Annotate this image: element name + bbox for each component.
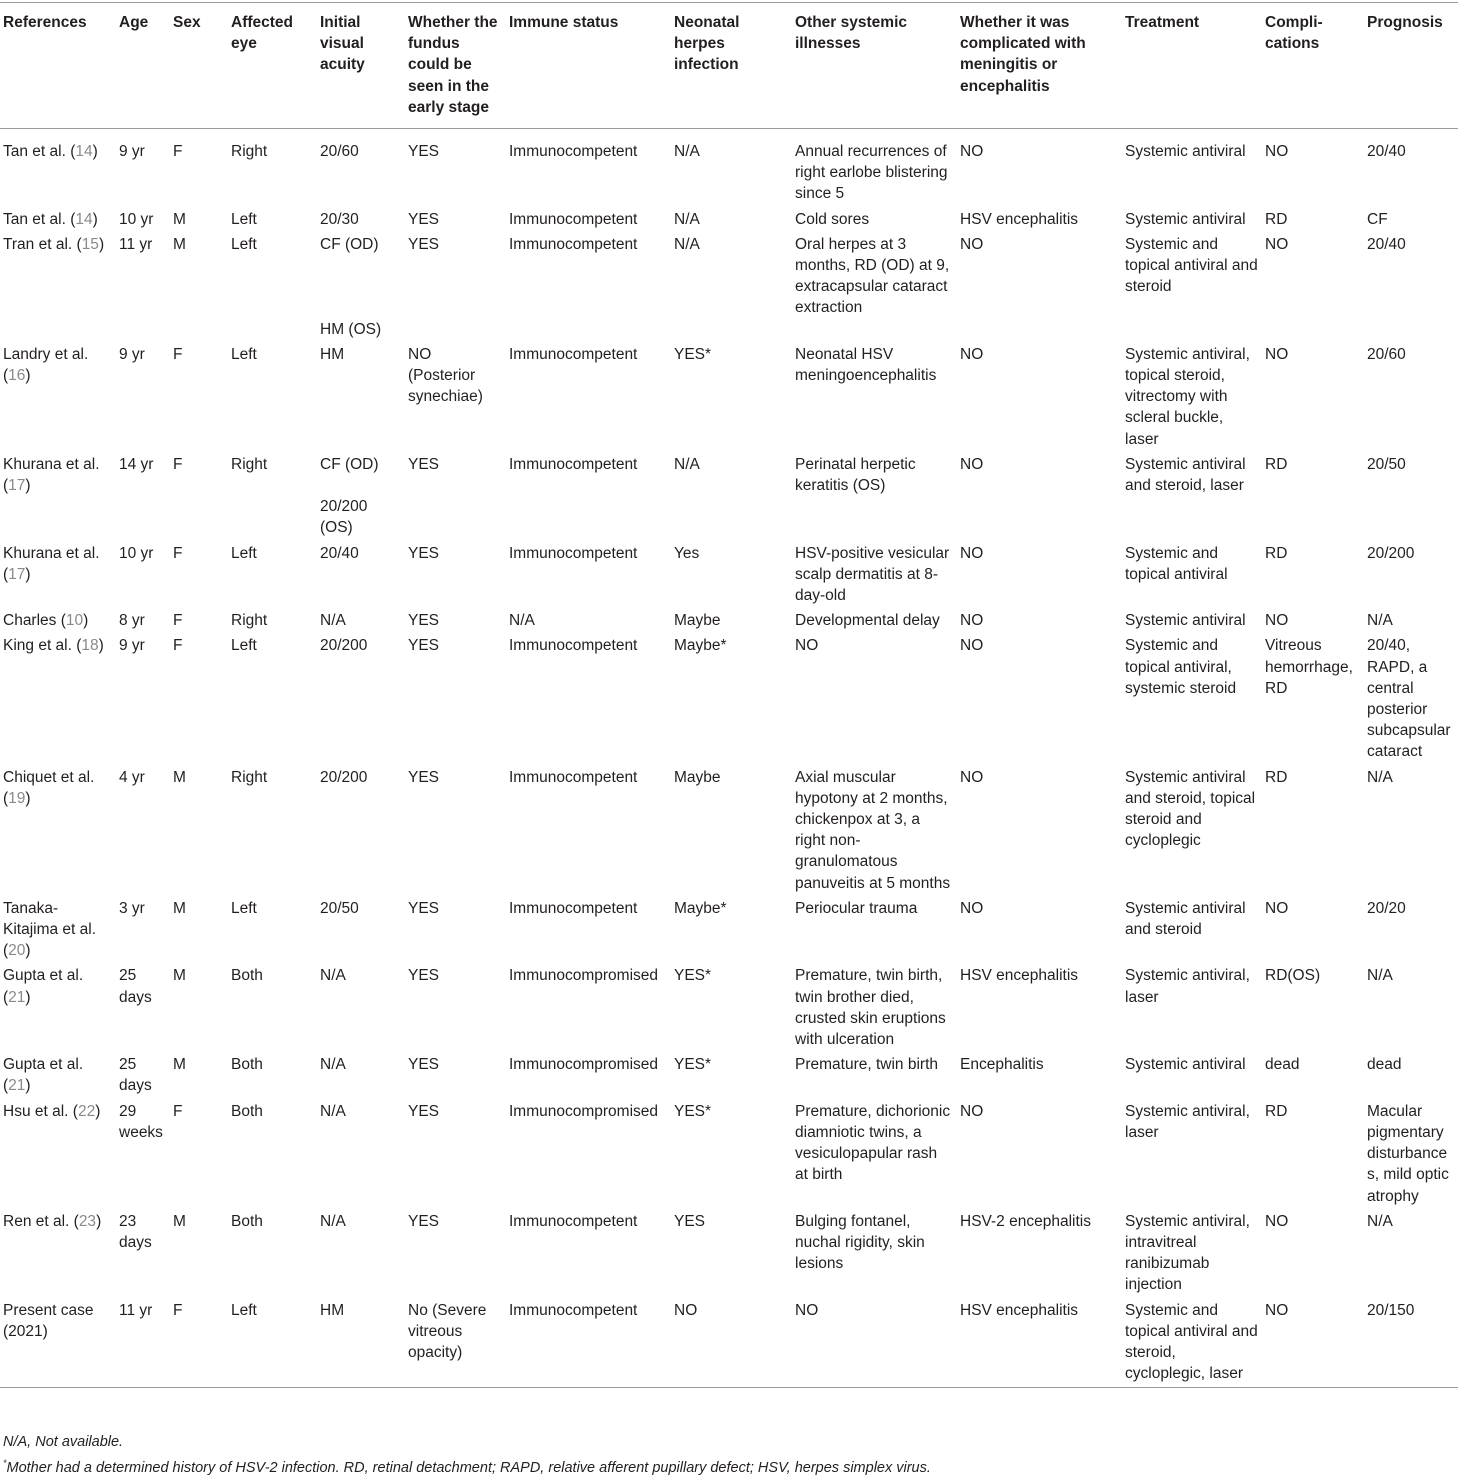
neonatal-herpes-cell: Maybe* — [674, 637, 727, 655]
reference-number: 15 — [81, 235, 99, 253]
immune-status-cell: N/A — [509, 612, 535, 630]
visual-acuity-value: 20/30 — [320, 210, 359, 228]
reference-close: ) — [25, 1077, 31, 1095]
table-row — [0, 766, 1458, 897]
reference-cell — [0, 1210, 116, 1299]
reference-close: ) — [25, 477, 31, 495]
visual-acuity-value: CF (OD) — [320, 455, 379, 473]
reference-number: 20 — [8, 942, 26, 960]
complications-cell: RD — [1265, 768, 1288, 786]
prognosis-cell: 20/150 — [1367, 1301, 1415, 1319]
fundus-cell: YES — [408, 143, 440, 161]
visual-acuity-cell — [317, 1299, 405, 1388]
header-initial-visual-acuity: Initial visual acuity — [320, 14, 365, 74]
sex-cell: M — [173, 210, 186, 228]
other-illnesses-cell: NO — [795, 637, 819, 655]
complications-cell: RD — [1265, 1102, 1288, 1120]
complications-cell: NO — [1265, 1212, 1289, 1230]
reference-number: 21 — [8, 1077, 26, 1095]
treatment-cell: Systemic antiviral and steroid, laser — [1125, 455, 1246, 495]
affected-eye-cell: Right — [231, 143, 268, 161]
other-illnesses-cell: NO — [795, 1301, 819, 1319]
reference-cell — [0, 766, 116, 897]
table-row — [0, 1100, 1458, 1210]
neonatal-herpes-cell: YES — [674, 1212, 706, 1230]
reference-text: Tan et al. ( — [3, 210, 76, 228]
immune-status-cell: Immunocompetent — [509, 455, 638, 473]
other-illnesses-cell: Premature, twin birth, twin brother died, crusted skin eruptions with ulceration — [795, 967, 946, 1049]
complications-cell: NO — [1265, 899, 1289, 917]
fundus-cell: YES — [408, 455, 440, 473]
prognosis-cell: Macular pigmentary disturbances, mild optic atrophy — [1367, 1102, 1449, 1205]
reference-text: Tanaka-Kitajima et al. ( — [3, 899, 97, 960]
sex-cell: F — [173, 345, 183, 363]
neonatal-herpes-cell: N/A — [674, 235, 700, 253]
treatment-cell: Systemic and topical antiviral — [1125, 544, 1228, 583]
header-affected-eye: Affected eye — [231, 14, 294, 53]
affected-eye-cell: Left — [231, 235, 257, 253]
fundus-cell: No (Severe vitreous opacity) — [408, 1301, 487, 1361]
other-illnesses-cell: Axial muscular hypotony at 2 months, chickenpox at 3, a right non-granulomatous panuveitis at 5 months — [795, 768, 951, 892]
sex-cell: F — [173, 637, 183, 655]
visual-acuity-second-eye: 20/200 (OS) — [320, 498, 368, 537]
meningitis-cell: NO — [960, 235, 984, 253]
immune-status-cell: Immunocompetent — [509, 210, 638, 228]
age-cell: 11 yr — [119, 1301, 153, 1319]
visual-acuity-cell — [317, 1210, 405, 1299]
reference-close: ) — [95, 1102, 101, 1120]
neonatal-herpes-cell: N/A — [674, 143, 700, 161]
table-row — [0, 208, 1458, 233]
reference-text: King et al. ( — [3, 637, 82, 655]
meningitis-cell: NO — [960, 612, 984, 630]
age-cell: 11 yr — [119, 235, 153, 253]
meningitis-cell: HSV-2 encephalitis — [960, 1212, 1091, 1230]
reference-cell — [0, 609, 116, 634]
sex-cell: M — [173, 1056, 186, 1074]
fundus-cell: YES — [408, 544, 440, 562]
complications-cell: RD — [1265, 455, 1288, 473]
fundus-cell: YES — [408, 1212, 440, 1230]
table-row — [0, 343, 1458, 453]
affected-eye-cell: Both — [231, 1056, 263, 1074]
visual-acuity-value: N/A — [320, 1102, 346, 1120]
reference-close: ) — [25, 789, 31, 807]
visual-acuity-cell — [317, 542, 405, 610]
complications-cell: dead — [1265, 1056, 1300, 1074]
table-row — [0, 129, 1458, 208]
other-illnesses-cell: Annual recurrences of right earlobe blistering since 5 — [795, 143, 948, 203]
other-illnesses-cell: Oral herpes at 3 months, RD (OD) at 9, extracapsular cataract extraction — [795, 235, 950, 317]
sex-cell: F — [173, 1301, 183, 1319]
table-row — [0, 453, 1458, 542]
reference-close: ) — [96, 1212, 102, 1230]
affected-eye-cell: Left — [231, 210, 257, 228]
treatment-cell: Systemic antiviral, intravitreal ranibizumab injection — [1125, 1212, 1250, 1294]
visual-acuity-cell — [317, 766, 405, 897]
meningitis-cell: NO — [960, 768, 984, 786]
visual-acuity-value: HM — [320, 345, 345, 363]
fundus-cell: NO (Posterior synechiae) — [408, 345, 483, 406]
sex-cell: F — [173, 455, 183, 473]
reference-text: Tran et al. ( — [3, 235, 82, 253]
meningitis-cell: HSV encephalitis — [960, 210, 1079, 228]
neonatal-herpes-cell: YES* — [674, 1056, 712, 1074]
prognosis-cell: N/A — [1367, 612, 1393, 630]
sex-cell: F — [173, 544, 183, 562]
visual-acuity-value: 20/40 — [320, 544, 359, 562]
meningitis-cell: HSV encephalitis — [960, 1301, 1079, 1319]
age-cell: 3 yr — [119, 899, 145, 917]
neonatal-herpes-cell: YES* — [674, 967, 712, 985]
sex-cell: F — [173, 143, 183, 161]
visual-acuity-value: N/A — [320, 1212, 346, 1230]
age-cell: 8 yr — [119, 612, 145, 630]
reference-number: 22 — [77, 1102, 96, 1120]
visual-acuity-cell — [317, 1053, 405, 1099]
prognosis-cell: N/A — [1367, 967, 1393, 985]
fundus-cell: YES — [408, 1102, 440, 1120]
reference-text: Tan et al. ( — [3, 143, 76, 161]
treatment-cell: Systemic antiviral — [1125, 210, 1246, 228]
immune-status-cell: Immunocompetent — [509, 235, 638, 253]
treatment-cell: Systemic and topical antiviral, systemic steroid — [1125, 637, 1237, 697]
visual-acuity-value: N/A — [320, 967, 346, 985]
reference-cell — [0, 453, 116, 542]
age-cell: 10 yr — [119, 544, 154, 562]
immune-status-cell: Immunocompromised — [509, 1056, 659, 1074]
header-meningitis-encephalitis: Whether it was complicated with meningitis or encephalitis — [960, 14, 1086, 95]
prognosis-cell: 20/20 — [1367, 899, 1406, 917]
reference-text: Chiquet et al. ( — [3, 768, 95, 807]
reference-cell — [0, 1299, 116, 1388]
header-immune-status: Immune status — [509, 14, 619, 31]
immune-status-cell: Immunocompetent — [509, 899, 638, 917]
footnote-marker: * — [3, 1458, 7, 1468]
visual-acuity-value: CF (OD) — [320, 235, 379, 253]
other-illnesses-cell: Bulging fontanel, nuchal rigidity, skin lesions — [795, 1212, 925, 1273]
immune-status-cell: Immunocompetent — [509, 544, 638, 562]
visual-acuity-cell — [317, 208, 405, 233]
neonatal-herpes-cell: NO — [674, 1301, 698, 1319]
reference-text: Charles ( — [3, 612, 66, 630]
meningitis-cell: NO — [960, 544, 984, 562]
header-prognosis: Prognosis — [1367, 14, 1443, 31]
age-cell: 25 days — [119, 1056, 152, 1095]
fundus-cell: YES — [408, 899, 440, 917]
fundus-cell: YES — [408, 1056, 440, 1074]
age-cell: 9 yr — [119, 345, 145, 363]
header-neonatal-herpes: Neonatal herpes infection — [674, 14, 740, 74]
prognosis-cell: 20/40 — [1367, 143, 1406, 161]
table-row — [0, 609, 1458, 634]
neonatal-herpes-cell: YES* — [674, 1102, 712, 1120]
visual-acuity-value: N/A — [320, 1056, 346, 1074]
treatment-cell: Systemic antiviral — [1125, 143, 1246, 161]
fundus-cell: YES — [408, 235, 440, 253]
age-cell: 29 weeks — [119, 1102, 163, 1141]
visual-acuity-cell — [317, 453, 405, 542]
immune-status-cell: Immunocompetent — [509, 345, 638, 363]
meningitis-cell: NO — [960, 1102, 984, 1120]
reference-cell — [0, 1053, 116, 1099]
reference-close: ) — [98, 637, 104, 655]
other-illnesses-cell: HSV-positive vesicular scalp dermatitis at 8-day-old — [795, 544, 950, 605]
immune-status-cell: Immunocompetent — [509, 1212, 638, 1230]
reference-text: Hsu et al. ( — [3, 1102, 78, 1120]
reference-cell — [0, 1100, 116, 1210]
neonatal-herpes-cell: Maybe — [674, 612, 721, 630]
treatment-cell: Systemic antiviral, laser — [1125, 967, 1250, 1006]
visual-acuity-cell — [317, 634, 405, 765]
neonatal-herpes-cell: N/A — [674, 210, 700, 228]
visual-acuity-cell — [317, 129, 405, 208]
visual-acuity-value: 20/60 — [320, 143, 359, 161]
meningitis-cell: NO — [960, 345, 984, 363]
visual-acuity-value: 20/200 — [320, 768, 368, 786]
affected-eye-cell: Left — [231, 544, 257, 562]
visual-acuity-value: N/A — [320, 612, 346, 630]
neonatal-herpes-cell: Yes — [674, 544, 700, 562]
reference-number: 18 — [81, 637, 99, 655]
treatment-cell: Systemic antiviral — [1125, 612, 1246, 630]
age-cell: 9 yr — [119, 143, 145, 161]
neonatal-herpes-cell: N/A — [674, 455, 700, 473]
affected-eye-cell: Right — [231, 612, 268, 630]
age-cell: 10 yr — [119, 210, 154, 228]
reference-number: 14 — [75, 210, 93, 228]
fundus-cell: YES — [408, 612, 440, 630]
header-other-illnesses: Other systemic illnesses — [795, 14, 907, 53]
prognosis-cell: 20/60 — [1367, 345, 1406, 363]
reference-cell — [0, 634, 116, 765]
age-cell: 14 yr — [119, 455, 154, 473]
sex-cell: M — [173, 768, 186, 786]
complications-cell: NO — [1265, 345, 1289, 363]
reference-number: 10 — [65, 612, 84, 630]
immune-status-cell: Immunocompromised — [509, 967, 659, 985]
table-row — [0, 542, 1458, 610]
reference-text: Present case (2021) — [3, 1301, 94, 1340]
header-complications: Compli-cations — [1265, 14, 1323, 53]
reference-text: Gupta et al. ( — [3, 967, 84, 1006]
neonatal-herpes-cell: Maybe* — [674, 899, 727, 917]
fundus-cell: YES — [408, 637, 440, 655]
fundus-cell: YES — [408, 967, 440, 985]
treatment-cell: Systemic and topical antiviral and steroid — [1125, 235, 1258, 296]
data-table — [0, 2, 1458, 1388]
reference-cell — [0, 897, 116, 965]
other-illnesses-cell: Perinatal herpetic keratitis (OS) — [795, 455, 916, 495]
meningitis-cell: NO — [960, 637, 984, 655]
immune-status-cell: Immunocompetent — [509, 637, 638, 655]
reference-cell — [0, 208, 116, 233]
other-illnesses-cell: Cold sores — [795, 210, 870, 228]
prognosis-cell: 20/40 — [1367, 235, 1406, 253]
table-row — [0, 634, 1458, 765]
treatment-cell: Systemic antiviral — [1125, 1056, 1246, 1074]
immune-status-cell: Immunocompromised — [509, 1102, 659, 1120]
age-cell: 4 yr — [119, 768, 145, 786]
table-row — [0, 897, 1458, 965]
prognosis-cell: N/A — [1367, 768, 1393, 786]
visual-acuity-cell — [317, 233, 405, 343]
table-row — [0, 1053, 1458, 1099]
affected-eye-cell: Left — [231, 1301, 257, 1319]
affected-eye-cell: Right — [231, 455, 268, 473]
reference-number: 17 — [8, 565, 26, 583]
prognosis-cell: N/A — [1367, 1212, 1393, 1230]
complications-cell: NO — [1265, 612, 1289, 630]
affected-eye-cell: Left — [231, 637, 257, 655]
reference-close: ) — [25, 942, 31, 960]
reference-close: ) — [92, 143, 98, 161]
prognosis-cell: CF — [1367, 210, 1388, 228]
other-illnesses-cell: Developmental delay — [795, 612, 940, 630]
visual-acuity-value: 20/200 — [320, 637, 368, 655]
reference-text: Khurana et al. ( — [3, 544, 100, 583]
complications-cell: RD — [1265, 210, 1288, 228]
table-row — [0, 964, 1458, 1053]
sex-cell: F — [173, 1102, 183, 1120]
prognosis-cell: 20/50 — [1367, 455, 1406, 473]
reference-text: Gupta et al. ( — [3, 1056, 84, 1095]
visual-acuity-value: HM — [320, 1301, 345, 1319]
header-row — [0, 3, 1458, 129]
header-sex: Sex — [173, 14, 201, 31]
reference-text: Ren et al. ( — [3, 1212, 79, 1230]
visual-acuity-cell — [317, 964, 405, 1053]
visual-acuity-cell — [317, 897, 405, 965]
immune-status-cell: Immunocompetent — [509, 143, 638, 161]
header-age: Age — [119, 14, 149, 31]
immune-status-cell: Immunocompetent — [509, 1301, 638, 1319]
reference-close: ) — [83, 612, 89, 630]
reference-close: ) — [25, 988, 31, 1006]
sex-cell: F — [173, 612, 183, 630]
table-row — [0, 1299, 1458, 1388]
reference-close: ) — [98, 235, 105, 253]
reference-number: 16 — [8, 367, 26, 384]
reference-close: ) — [25, 367, 31, 384]
meningitis-cell: NO — [960, 899, 984, 917]
prognosis-cell: 20/40, RAPD, a central posterior subcapsular cataract — [1367, 637, 1451, 761]
reference-close: ) — [25, 565, 31, 583]
reference-number: 19 — [8, 789, 26, 807]
complications-cell: RD(OS) — [1265, 967, 1321, 985]
meningitis-cell: NO — [960, 455, 984, 473]
treatment-cell: Systemic and topical antiviral and steroid, cycloplegic, laser — [1125, 1301, 1258, 1383]
reference-text: Landry et al. ( — [3, 345, 89, 384]
treatment-cell: Systemic antiviral and steroid — [1125, 899, 1246, 939]
affected-eye-cell: Left — [231, 345, 257, 363]
reference-number: 23 — [78, 1212, 97, 1230]
treatment-cell: Systemic antiviral, laser — [1125, 1102, 1250, 1141]
reference-cell — [0, 233, 116, 343]
header-treatment: Treatment — [1125, 14, 1200, 31]
visual-acuity-cell — [317, 343, 405, 453]
meningitis-cell: NO — [960, 143, 984, 161]
reference-cell — [0, 964, 116, 1053]
prognosis-cell: 20/200 — [1367, 544, 1415, 562]
fundus-cell: YES — [408, 768, 440, 786]
table-row — [0, 233, 1458, 343]
affected-eye-cell: Both — [231, 1102, 263, 1120]
header-references: References — [3, 14, 87, 31]
age-cell: 9 yr — [119, 637, 145, 655]
other-illnesses-cell: Periocular trauma — [795, 899, 918, 917]
reference-text: Khurana et al. ( — [3, 455, 100, 495]
other-illnesses-cell: Premature, twin birth — [795, 1056, 938, 1074]
affected-eye-cell: Both — [231, 1212, 263, 1230]
complications-cell: NO — [1265, 235, 1289, 253]
table-footnotes — [3, 1432, 931, 1479]
other-illnesses-cell: Premature, dichorionic diamniotic twins, a vesiculopapular rash at birth — [795, 1102, 951, 1184]
visual-acuity-cell — [317, 609, 405, 634]
complications-cell: Vitreous hemorrhage, RD — [1265, 637, 1353, 697]
visual-acuity-second-eye: HM (OS) — [320, 320, 382, 338]
treatment-cell: Systemic antiviral, topical steroid, vitrectomy with scleral buckle, laser — [1125, 345, 1250, 448]
header-fundus-visibility: Whether the fundus could be seen in the early stage — [408, 14, 498, 116]
fundus-cell: YES — [408, 210, 440, 228]
immune-status-cell: Immunocompetent — [509, 768, 638, 786]
reference-number: 14 — [75, 143, 93, 161]
neonatal-herpes-cell: Maybe — [674, 768, 721, 786]
footnote-mother-history — [3, 1453, 931, 1479]
table-body — [0, 129, 1458, 1388]
meningitis-cell: HSV encephalitis — [960, 967, 1079, 985]
reference-number: 21 — [8, 988, 26, 1006]
age-cell: 23 days — [119, 1212, 152, 1251]
reference-cell — [0, 542, 116, 610]
meningitis-cell: Encephalitis — [960, 1056, 1044, 1074]
age-cell: 25 days — [119, 967, 152, 1006]
other-illnesses-cell: Neonatal HSV meningoencephalitis — [795, 345, 937, 384]
complications-cell: RD — [1265, 544, 1288, 562]
visual-acuity-value: 20/50 — [320, 899, 359, 917]
prognosis-cell: dead — [1367, 1056, 1402, 1074]
sex-cell: M — [173, 1212, 186, 1230]
reference-number: 17 — [8, 477, 26, 495]
sex-cell: M — [173, 967, 186, 985]
complications-cell: NO — [1265, 1301, 1289, 1319]
reference-cell — [0, 129, 116, 208]
table-row — [0, 1210, 1458, 1299]
affected-eye-cell: Both — [231, 967, 263, 985]
footnote-text: Mother had a determined history of HSV-2 infection. RD, retinal detachment; RAPD, relative afferent pupillary defect; HSV, herpes simplex virus. — [6, 1460, 931, 1476]
complications-cell: NO — [1265, 143, 1289, 161]
footnote-abbreviation: N/A, Not available. — [3, 1434, 124, 1450]
visual-acuity-cell — [317, 1100, 405, 1210]
reference-close: ) — [92, 210, 98, 228]
sex-cell: M — [173, 235, 186, 253]
sex-cell: M — [173, 899, 186, 917]
affected-eye-cell: Left — [231, 899, 257, 917]
affected-eye-cell: Right — [231, 768, 268, 786]
neonatal-herpes-cell: YES* — [674, 345, 712, 363]
treatment-cell: Systemic antiviral and steroid, topical steroid and cycloplegic — [1125, 768, 1256, 850]
reference-cell — [0, 343, 116, 453]
